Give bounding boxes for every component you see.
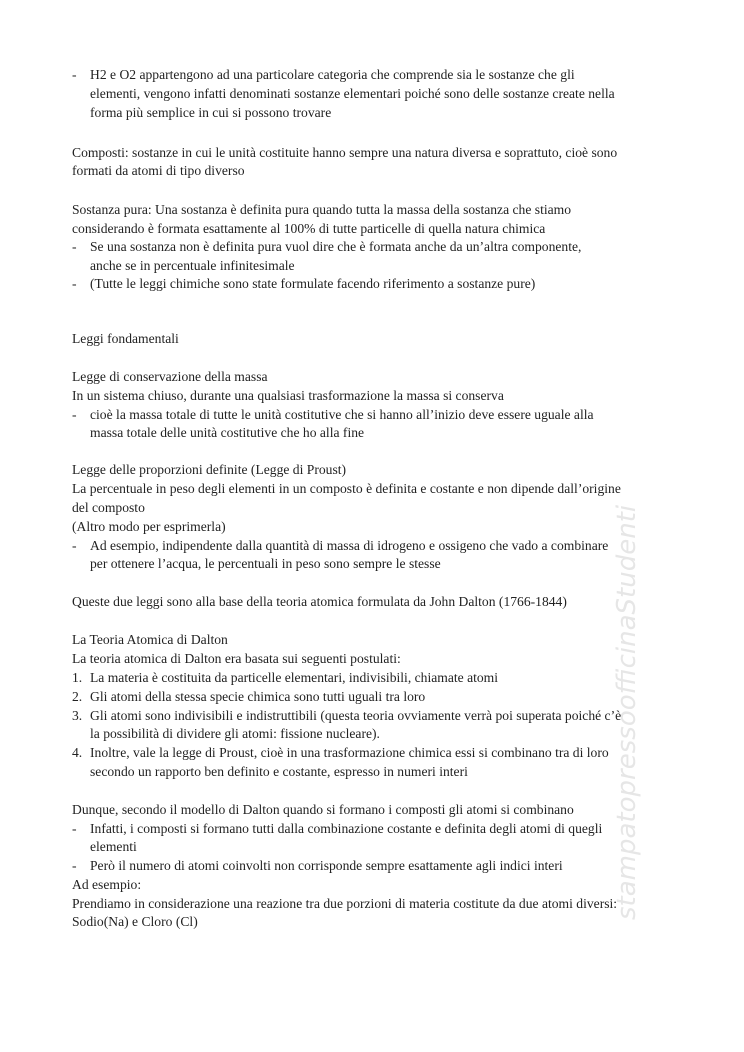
section-heading: Legge di conservazione della massa bbox=[72, 369, 268, 384]
text-line: considerando è formata esattamente al 100% di tutte particelle di quella natura chimica bbox=[72, 221, 546, 236]
text-line: Sostanza pura: Una sostanza è definita pura quando tutta la massa della sostanza che stiamo bbox=[72, 202, 572, 217]
text-line: anche se in percentuale infinitesimale bbox=[90, 258, 295, 273]
text-line: forma più semplice in cui si possono trovare bbox=[90, 105, 332, 120]
text-line: elementi, vengono infatti denominati sostanze elementari poiché sono delle sostanze create nella bbox=[90, 86, 615, 101]
list-item: Inoltre, vale la legge di Proust, cioè in una trasformazione chimica essi si combinano tra di loro bbox=[90, 745, 609, 760]
text-line: Composti: sostanze in cui le unità costituite hanno sempre una natura diversa e soprattuto, cioè sono bbox=[72, 145, 618, 160]
text-line: H2 e O2 appartengono ad una particolare categoria che comprende sia le sostanze che gli bbox=[90, 67, 575, 82]
text-line: In un sistema chiuso, durante una qualsiasi trasformazione la massa si conserva bbox=[72, 388, 504, 403]
bullet-dash: - bbox=[72, 407, 77, 422]
bullet-dash: - bbox=[72, 858, 77, 873]
section-heading: Leggi fondamentali bbox=[72, 331, 179, 346]
list-item: secondo un rapporto ben definito e costante, espresso in numeri interi bbox=[90, 764, 468, 779]
bullet-dash: - bbox=[72, 239, 77, 254]
bullet-dash: - bbox=[72, 276, 77, 291]
text-line: cioè la massa totale di tutte le unità costitutive che si hanno all’inizio deve essere uguale alla bbox=[90, 407, 594, 422]
list-number: 2. bbox=[72, 689, 83, 704]
list-item: La materia è costituita da particelle elementari, indivisibili, chiamate atomi bbox=[90, 670, 499, 685]
text-line: La teoria atomica di Dalton era basata sui seguenti postulati: bbox=[72, 651, 401, 666]
text-line: La percentuale in peso degli elementi in un composto è definita e costante e non dipende dall’origine bbox=[72, 481, 621, 496]
text-line: Se una sostanza non è definita pura vuol dire che è formata anche da un’altra componente, bbox=[90, 239, 582, 254]
text-line: per ottenere l’acqua, le percentuali in peso sono sempre le stesse bbox=[90, 556, 441, 571]
text-line: Sodio(Na) e Cloro (Cl) bbox=[72, 914, 198, 929]
text-line: (Tutte le leggi chimiche sono state formulate facendo riferimento a sostanze pure) bbox=[90, 276, 536, 291]
bullet-dash: - bbox=[72, 67, 77, 82]
text-line: massa totale delle unità costitutive che ho alla fine bbox=[90, 425, 365, 440]
section-heading: Legge delle proporzioni definite (Legge di Proust) bbox=[72, 462, 347, 477]
text-line: Ad esempio: bbox=[72, 877, 142, 892]
section-heading: La Teoria Atomica di Dalton bbox=[72, 632, 228, 647]
list-item: la possibilità di dividere gli atomi: fissione nucleare). bbox=[90, 726, 380, 741]
bullet-dash: - bbox=[72, 538, 77, 553]
text-line: Infatti, i composti si formano tutti dalla combinazione costante e definita degli atomi di quegli bbox=[90, 821, 603, 836]
text-line: Ad esempio, indipendente dalla quantità di massa di idrogeno e ossigeno che vado a combinare bbox=[90, 538, 609, 553]
text-line: Però il numero di atomi coinvolti non corrisponde sempre esattamente agli indici interi bbox=[90, 858, 563, 873]
list-number: 1. bbox=[72, 670, 83, 685]
text-line: (Altro modo per esprimerla) bbox=[72, 519, 226, 534]
list-number: 3. bbox=[72, 708, 83, 723]
list-item: Gli atomi della stessa specie chimica sono tutti uguali tra loro bbox=[90, 689, 426, 704]
bullet-dash: - bbox=[72, 821, 77, 836]
text-line: elementi bbox=[90, 839, 137, 854]
text-line: Queste due leggi sono alla base della teoria atomica formulata da John Dalton (1766-1844) bbox=[72, 594, 567, 609]
text-line: del composto bbox=[72, 500, 145, 515]
list-item: Gli atomi sono indivisibili e indistruttibili (questa teoria ovviamente verrà poi superata poiché c’è bbox=[90, 708, 622, 723]
text-line: Dunque, secondo il modello di Dalton quando si formano i composti gli atomi si combinano bbox=[72, 802, 574, 817]
list-number: 4. bbox=[72, 745, 83, 760]
watermark: stampatopressoofficinaStudenti bbox=[612, 504, 642, 920]
text-line: formati da atomi di tipo diverso bbox=[72, 163, 245, 178]
text-line: Prendiamo in considerazione una reazione tra due porzioni di materia costitute da due atomi diversi: bbox=[72, 896, 618, 911]
